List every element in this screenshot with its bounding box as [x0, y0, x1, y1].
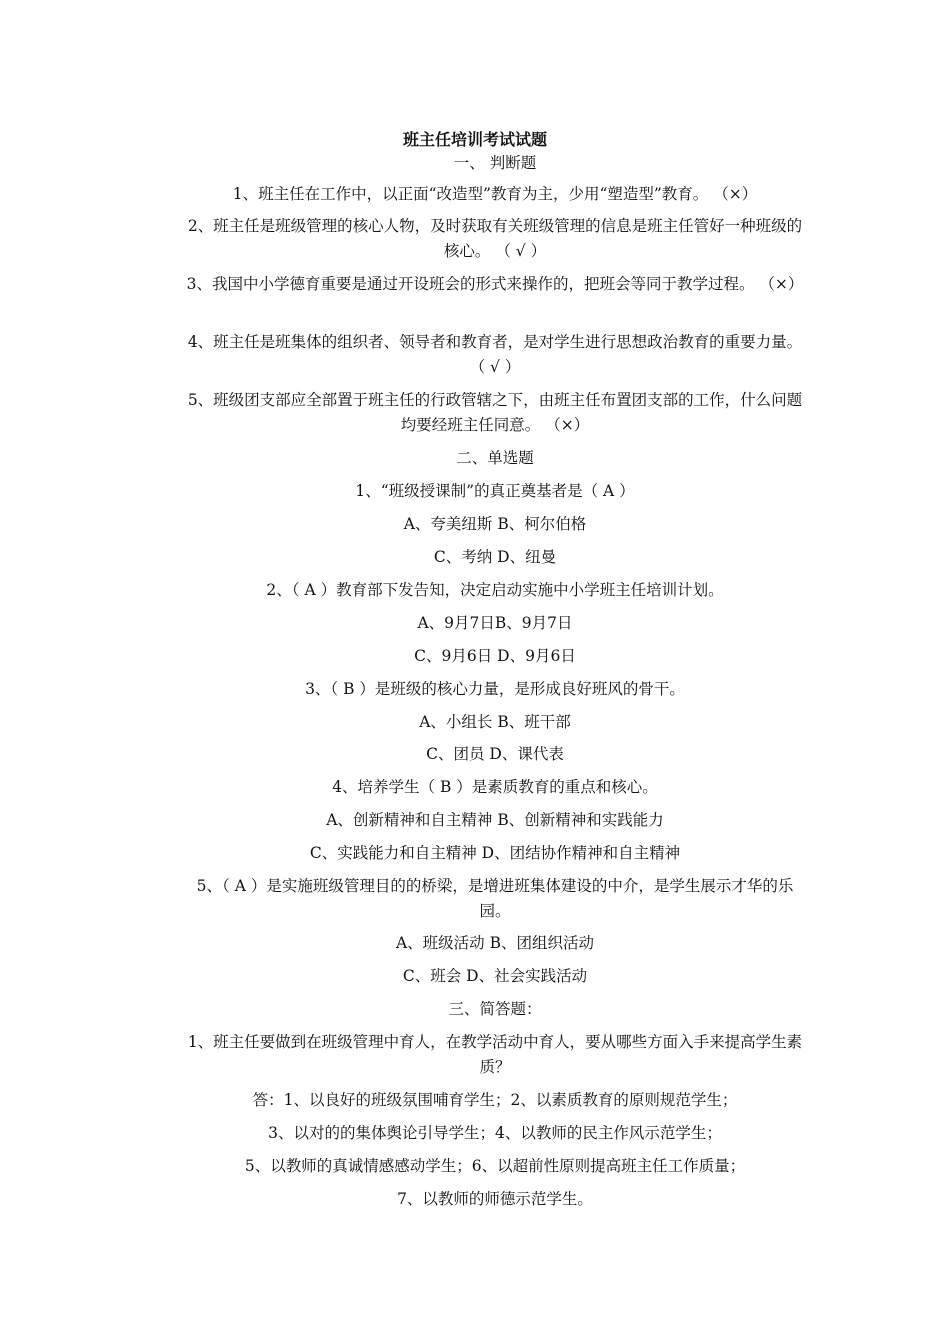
judgment-item-4: 4、班主任是班集体的组织者、领导者和教育者，是对学生进行思想政治教育的重要力量。 （ √ ）: [187, 333, 803, 376]
judgment-item-2: 2、班主任是班级管理的核心人物，及时获取有关班级管理的信息是班主任管好一种班级的核心。 （ √ ）: [187, 217, 803, 260]
choice-options-4b: C、实践能力和自主精神 D、团结协作精神和自主精神: [309, 844, 681, 862]
choice-options-4a: A、创新精神和自主精神 B、创新精神和实践能力: [326, 811, 664, 829]
choice-options-5a: A、班级活动 B、团组织活动: [395, 934, 594, 952]
choice-options-1a: A、夸美纽斯 B、柯尔伯格: [403, 515, 587, 533]
choice-options-1b: C、考纳 D、纽曼: [433, 548, 557, 566]
judgment-item-1: 1、班主任在工作中，以正面“改造型”教育为主，少用“塑造型”教育。 （×）: [232, 185, 758, 203]
choice-question-3: 3、（ B ）是班级的核心力量，是形成良好班风的骨干。: [305, 680, 685, 698]
choice-question-5: 5、（ A ）是实施班级管理目的的桥梁，是增进班集体建设的中介，是学生展示才华的乐园。: [196, 877, 794, 920]
choice-question-4: 4、培养学生（ B ）是素质教育的重点和核心。: [332, 778, 658, 796]
choice-options-3b: C、团员 D、课代表: [426, 745, 564, 763]
choice-question-1: 1、“班级授课制”的真正奠基者是（ A ）: [355, 482, 635, 500]
answer-line-2: 3、以对的的集体舆论引导学生；4、以教师的民主作风示范学生；: [268, 1124, 722, 1142]
choice-options-2a: A、9月7日B、9月7日: [417, 614, 573, 632]
judgment-item-5: 5、班级团支部应全部置于班主任的行政管辖之下，由班主任布置团支部的工作，什么问题均要经班主任同意。 （×）: [187, 391, 803, 434]
section-heading-judgment: 一、 判断题: [453, 154, 537, 172]
judgment-item-3: 3、我国中小学德育重要是通过开设班会的形式来操作的，把班会等同于教学过程。 （×）: [186, 275, 804, 293]
answer-line-1: 答：1、以良好的班级氛围哺育学生；2、以素质教育的原则规范学生；: [252, 1091, 738, 1109]
answer-line-4: 7、以教师的师德示范学生。: [397, 1190, 593, 1208]
answer-line-3: 5、以教师的真诚情感感动学生；6、以超前性原则提高班主任工作质量；: [244, 1157, 746, 1175]
choice-question-2: 2、（ A ）教育部下发告知，决定启动实施中小学班主任培训计划。: [266, 581, 724, 599]
short-answer-question-1: 1、班主任要做到在班级管理中育人，在教学活动中育人，要从哪些方面入手来提高学生素质？: [187, 1033, 803, 1076]
choice-options-2b: C、9月6日 D、9月6日: [414, 647, 576, 665]
choice-options-5b: C、班会 D、社会实践活动: [402, 967, 588, 985]
choice-options-3a: A、小组长 B、班干部: [419, 713, 571, 731]
section-heading-short-answer: 三、简答题：: [448, 1000, 542, 1018]
section-heading-single-choice: 二、单选题: [456, 449, 534, 467]
document-title: 班主任培训考试试题: [402, 130, 547, 149]
